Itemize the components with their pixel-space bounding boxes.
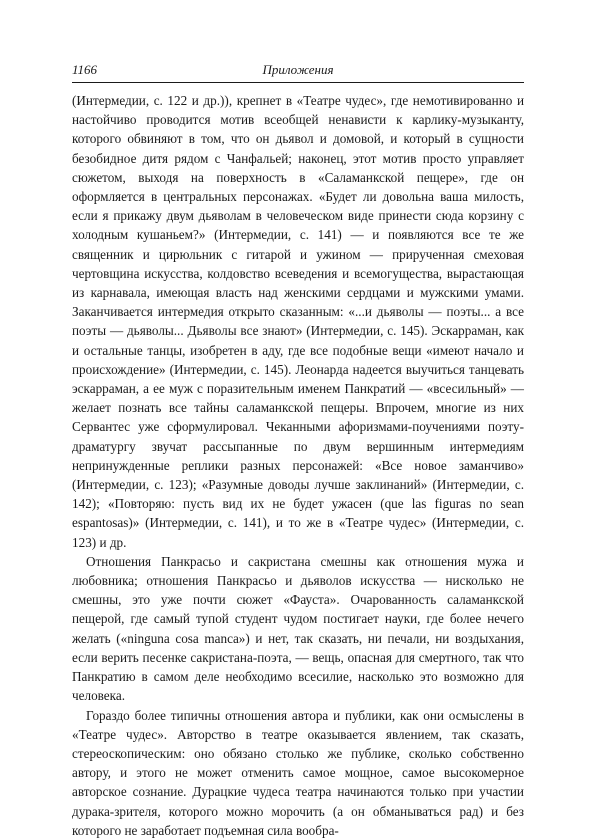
paragraph-3: Гораздо более типичны отношения автора и публики, как они осмыслены в «Театре чудес». Авторство в театре оказывается явлением, так сказать, стереоскопическим: оно обязано столько же публике, сколько собственно автору, и этого не может отменить самое мощное, самое высокомерное авторское сознание. Дурацкие чудеса театра начинаются только при участии дурака-зрителя, которого можно морочить (а он обманываться рад) и без которого не заработает подъемная сила вообра-: [72, 707, 524, 838]
page-number: 1166: [72, 62, 98, 77]
paragraph-2: Отношения Панкрасьо и сакристана смешны как отношения мужа и любовника; отношения Панкрасьо и дьяволов искусства — нисколько не смешны, это уже почти сюжет «Фауста». Очарованность саламанкской пещерой, где самый тупой студент чудом постигает науки, где более нечего желать («ninguna cosa manca») и нет, так сказать, ни печали, ни воздыхания, если верить песенке сакристана-поэта, — вещь, опасная для смертного, так что Панкратию в самом деле необходимо всесилие, насколько это возможно для человека.: [72, 553, 524, 704]
body-text: [72, 91, 524, 840]
document-page: [72, 60, 524, 840]
page-header: [72, 60, 524, 83]
running-title: Приложения: [262, 62, 334, 77]
paragraph-1: (Интермедии, с. 122 и др.)), крепнет в «Театре чудес», где немотивированно и настойчиво проводится мотив всеобщей ненависти к карлику-музыканту, которого обвиняют в том, что он дьявол и домовой, и который в сущности безобидное дитя рядом с Чанфальей; наконец, этот мотив просто управляет сюжетом, выходя на поверхность в «Саламанкской пещере», где он оформляется в центральных персонажах. «Будет ли довольна ваша милость, если я прикажу двум дьяволам в человеческом виде принести сюда корзину с холодным кушаньем?» (Интермедии, с. 141) — и появляются все те же священник и цирюльник с гитарой и ужином — прирученная смеховая чертовщина искусства, колдовство всеведения и всемогущества, вырастающая из карнавала, имеющая власть над женскими сердцами и мужскими умами. Заканчивается интермедия открыто сказанным: «...и дьяволы — поэты... а все поэты — дьяволы... Дьяволы все знают» (Интермедии, с. 145). Эскарраман, как и остальные танцы, изобретен в аду, где все подобные вещи «имеют начало и происхождение» (Интермедии, с. 145). Леонарда надеется выучиться танцевать эскарраман, а ее муж с поразительным именем Панкратий — «всесильный» — желает познать все тайны саламанкской пещеры. Впрочем, многие из них Сервантес уже сформулировал. Чеканными афоризмами-поучениями поэту-драматургу звучат рассыпанные по двум вершинным интермедиям непринужденные реплики разных персонажей: «Все новое заманчиво» (Интермедии, с. 123); «Разумные доводы лучше заклинаний» (Интермедии, с. 142); «Повторяю: пусть вид их не будет ужасен (que las figuras no sean espantosas)» (Интермедии, с. 141), и то же в «Театре чудес» (Интермедии, с. 123) и др.: [72, 93, 524, 550]
